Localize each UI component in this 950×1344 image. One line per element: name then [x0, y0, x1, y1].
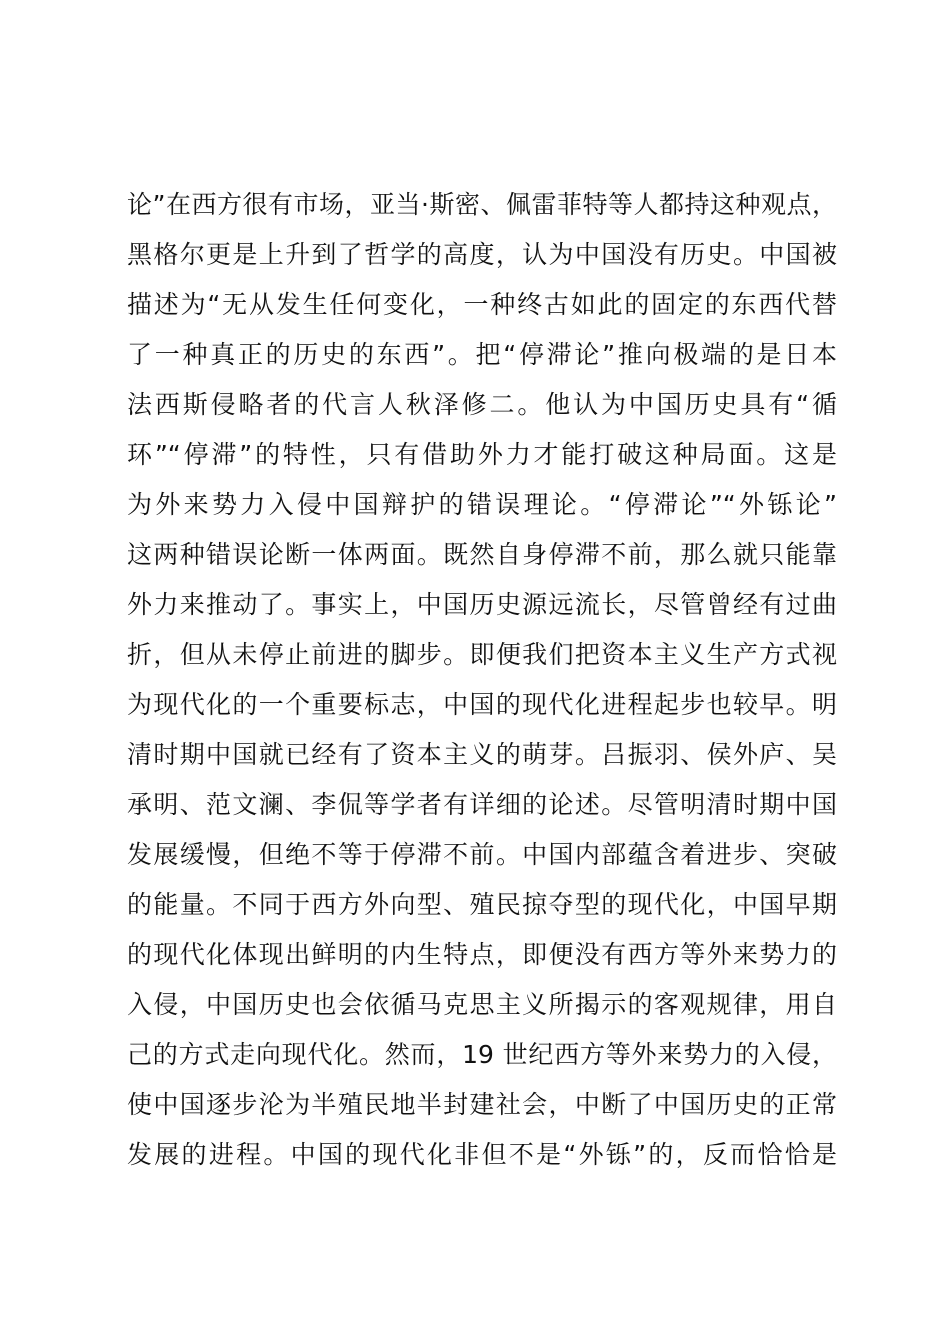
- text-line: 黑格尔更是上升到了哲学的高度，认为中国没有历史。中国被: [127, 240, 837, 269]
- text-line: 己的方式走向现代化。然而，19 世纪西方等外来势力的入侵，: [127, 1040, 837, 1069]
- text-line: 的能量。不同于西方外向型、殖民掠夺型的现代化，中国早期: [127, 890, 837, 919]
- text-line: 外力来推动了。事实上，中国历史源远流长，尽管曾经有过曲: [127, 590, 837, 619]
- text-line: 这两种错误论断一体两面。既然自身停滞不前，那么就只能靠: [127, 540, 837, 569]
- text-line: 入侵，中国历史也会依循马克思主义所揭示的客观规律，用自: [127, 990, 837, 1019]
- text-line: 承明、范文澜、李侃等学者有详细的论述。尽管明清时期中国: [127, 790, 837, 819]
- text-line: 折，但从未停止前进的脚步。即便我们把资本主义生产方式视: [127, 640, 837, 669]
- body-text: [127, 180, 837, 1180]
- text-line: 发展的进程。中国的现代化非但不是“外铄”的，反而恰恰是: [127, 1140, 837, 1169]
- text-line: 的现代化体现出鲜明的内生特点，即便没有西方等外来势力的: [127, 940, 837, 969]
- text-line: 论”在西方很有市场，亚当·斯密、佩雷菲特等人都持这种观点，: [127, 190, 837, 219]
- text-line: 法西斯侵略者的代言人秋泽修二。他认为中国历史具有“循: [127, 390, 837, 419]
- text-line: 了一种真正的历史的东西”。把“停滞论”推向极端的是日本: [127, 340, 837, 369]
- text-line: 描述为“无从发生任何变化，一种终古如此的固定的东西代替: [127, 290, 837, 319]
- text-line: 为现代化的一个重要标志，中国的现代化进程起步也较早。明: [127, 690, 837, 719]
- text-line: 为外来势力入侵中国辩护的错误理论。“停滞论”“外铄论”: [127, 490, 837, 519]
- text-line: 环”“停滞”的特性，只有借助外力才能打破这种局面。这是: [127, 440, 837, 469]
- text-line: 清时期中国就已经有了资本主义的萌芽。吕振羽、侯外庐、吴: [127, 740, 837, 769]
- text-line: 发展缓慢，但绝不等于停滞不前。中国内部蕴含着进步、突破: [127, 840, 837, 869]
- text-line: 使中国逐步沦为半殖民地半封建社会，中断了中国历史的正常: [127, 1090, 837, 1119]
